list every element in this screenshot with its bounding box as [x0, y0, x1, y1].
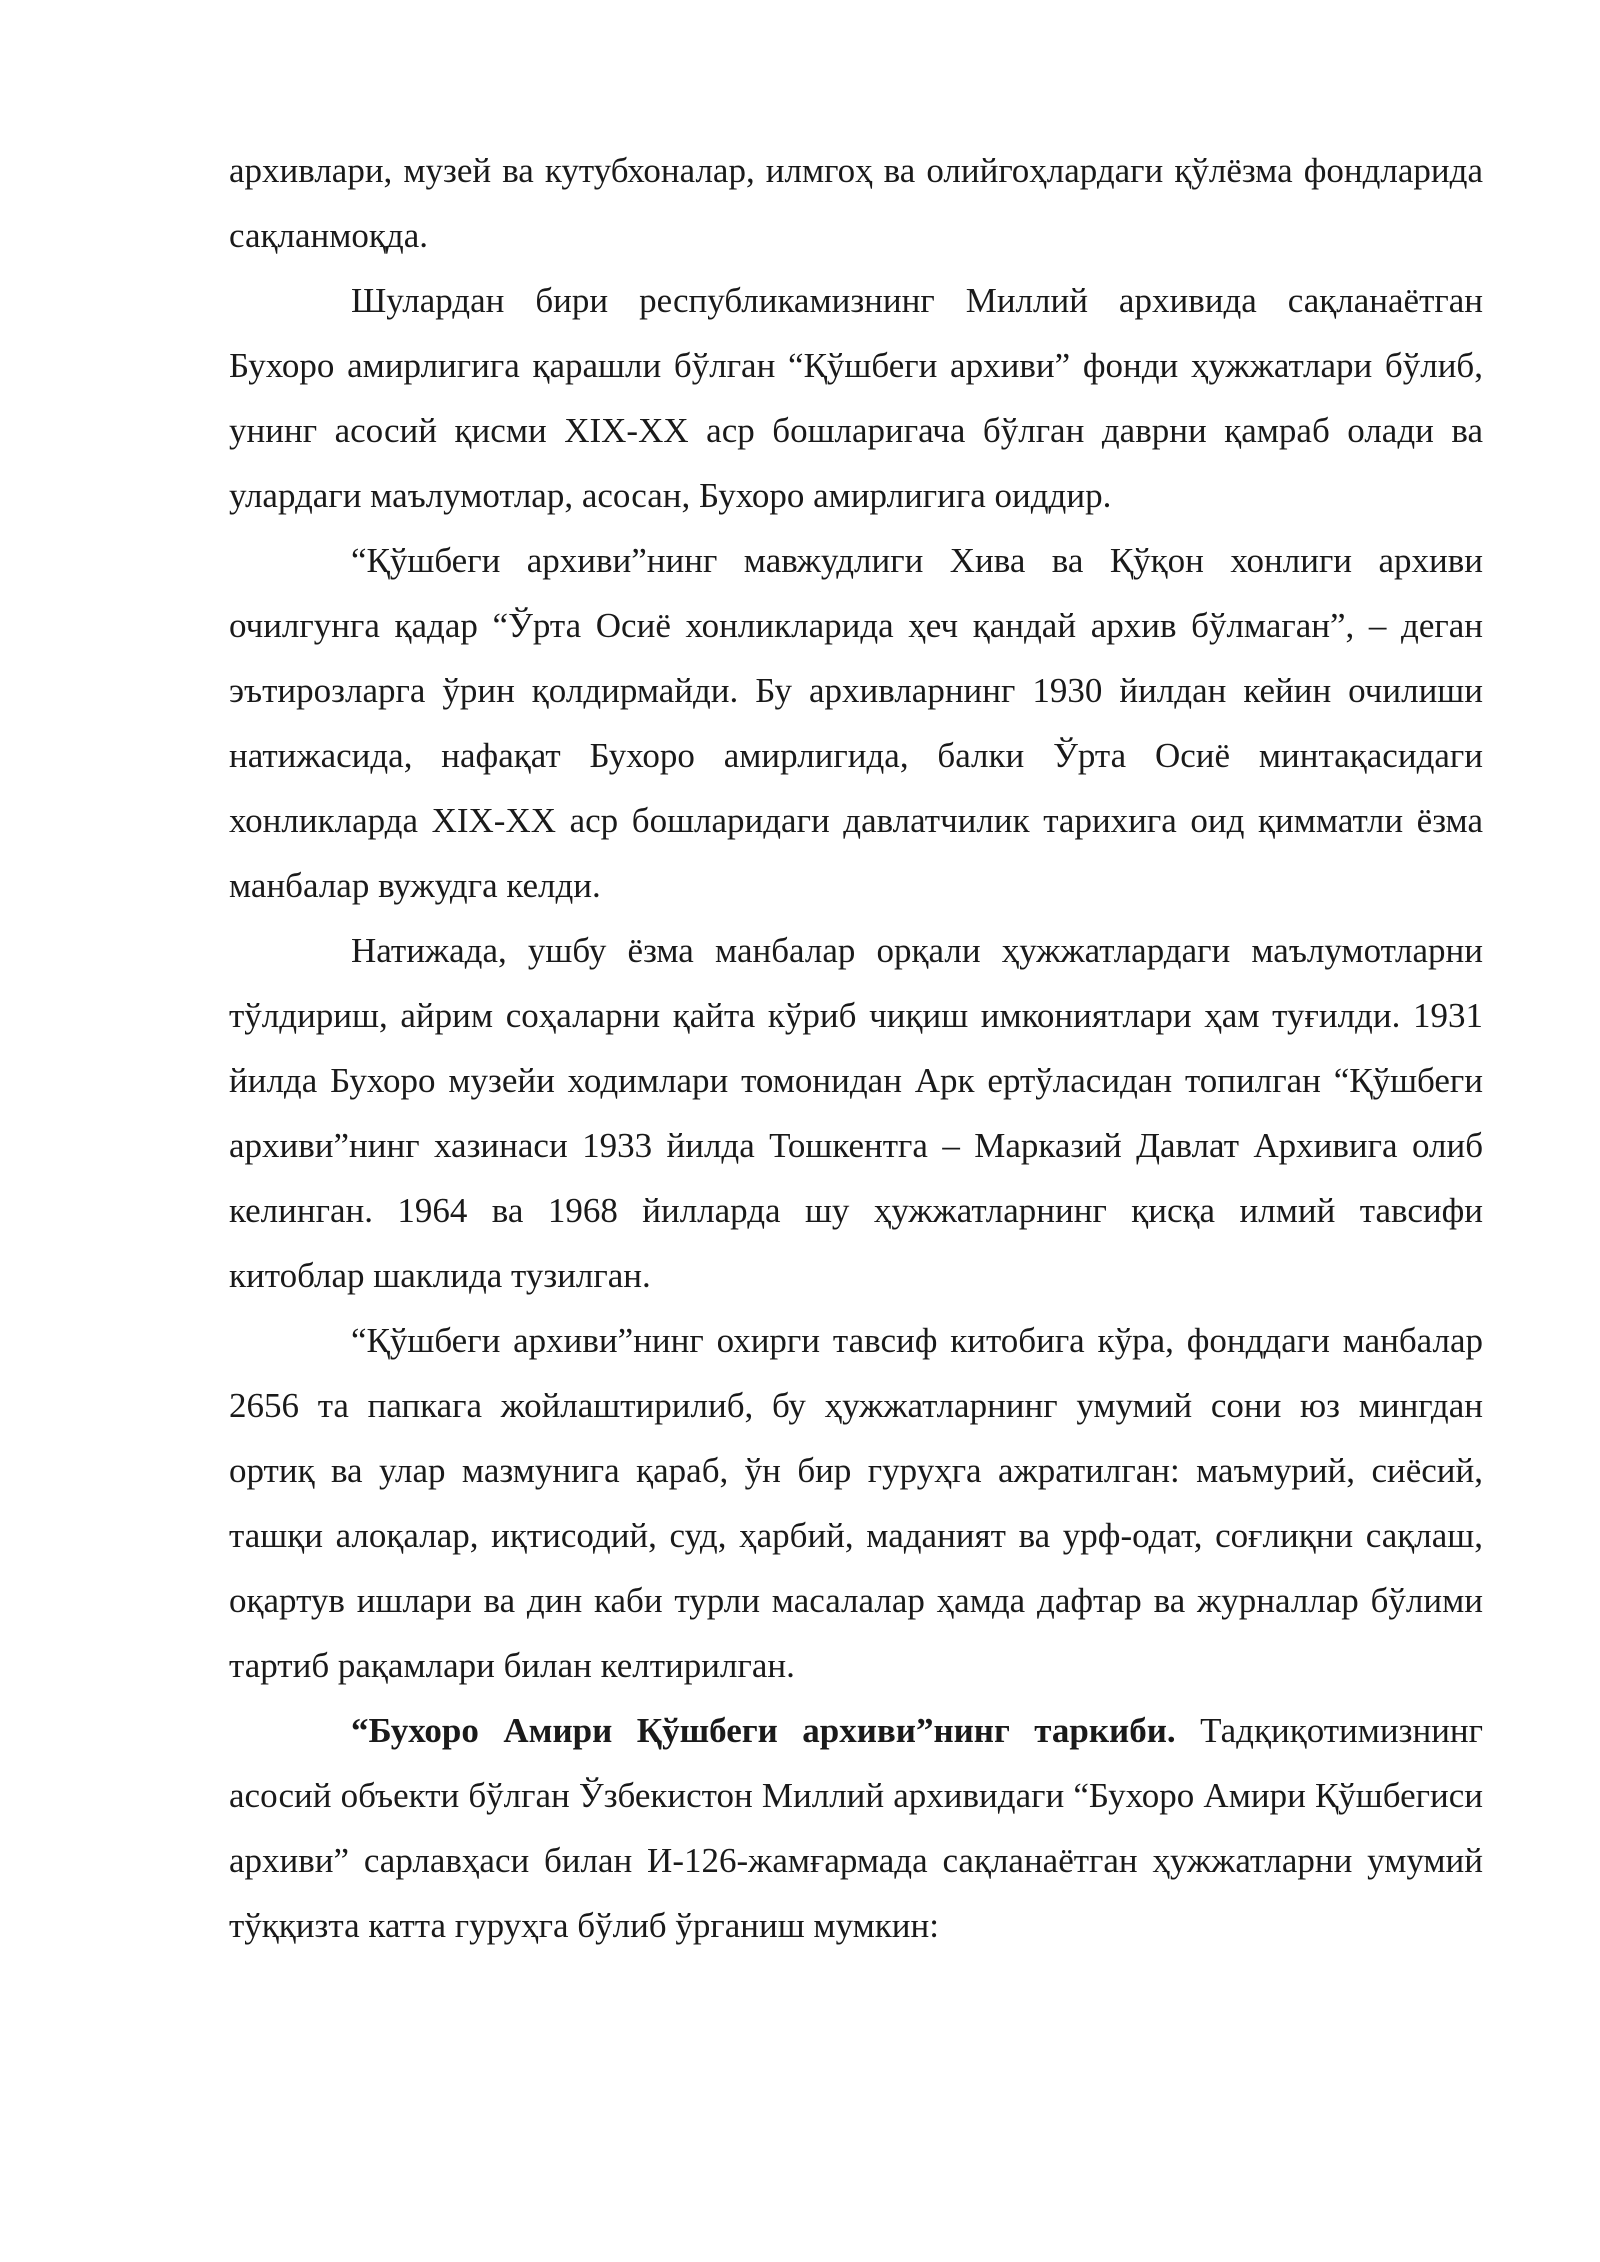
document-page	[229, 138, 1483, 1958]
paragraph-5: “Қўшбеги архиви”нинг охирги тавсиф китобига кўра, фонддаги манбалар 2656 та папкага жойлаштирилиб, бу ҳужжатларнинг умумий сони юз мингдан ортиқ ва улар мазмунига қараб, ўн бир гуруҳга ажратилган: маъмурий, сиёсий, ташқи алоқалар, иқтисодий, суд, ҳарбий, маданият ва урф-одат, соғлиқни сақлаш, оқартув ишлари ва дин каби турли масалалар ҳамда дафтар ва журналлар бўлими тартиб рақамлари билан келтирилган.	[229, 1321, 1483, 1685]
paragraph-2: Шулардан бири республикамизнинг Миллий архивида сақланаётган Бухоро амирлигига қарашли бўлган “Қўшбеги архиви” фонди ҳужжатлари бўлиб, унинг асосий қисми XIX-XX аср бошларигача бўлган даврни қамраб олади ва улардаги маълумотлар, асосан, Бухоро амирлигига оиддир.	[229, 281, 1483, 515]
section-heading: “Бухоро Амири Қўшбеги архиви”нинг таркиби.	[351, 1711, 1176, 1750]
paragraph-3: “Қўшбеги архиви”нинг мавжудлиги Хива ва Қўқон хонлиги архиви очилгунга қадар “Ўрта Осиё хонликларида ҳеч қандай архив бўлмаган”, – деган эътирозларга ўрин қолдирмайди. Бу архивларнинг 1930 йилдан кейин очилиши натижасида, нафақат Бухоро амирлигида, балки Ўрта Осиё минтақасидаги хонликларда XIX-XX аср бошларидаги давлатчилик тарихига оид қимматли ёзма манбалар вужудга келди.	[229, 541, 1483, 905]
paragraph-4: Натижада, ушбу ёзма манбалар орқали ҳужжатлардаги маълумотларни тўлдириш, айрим соҳаларни қайта кўриб чиқиш имкониятлари ҳам туғилди. 1931 йилда Бухоро музейи ходимлари томонидан Арк ертўласидан топилган “Қўшбеги архиви”нинг хазинаси 1933 йилда Тошкентга – Марказий Давлат Архивига олиб келинган. 1964 ва 1968 йилларда шу ҳужжатларнинг қисқа илмий тавсифи китоблар шаклида тузилган.	[229, 931, 1483, 1295]
paragraph-1: архивлари, музей ва кутубхоналар, илмгоҳ ва олийгоҳлардаги қўлёзма фондларида сақланмоқда.	[229, 151, 1483, 255]
paragraph-6	[229, 1698, 1483, 1958]
paragraph-6-text: Тадқиқотимизнинг асосий объекти бўлган Ўзбекистон Миллий архивидаги “Бухоро Амири Қўшбегиси архиви” сарлавҳаси билан И-126-жамғармада сақланаётган ҳужжатларни умумий тўққизта катта гуруҳга бўлиб ўрганиш мумкин:	[229, 1711, 1484, 1945]
